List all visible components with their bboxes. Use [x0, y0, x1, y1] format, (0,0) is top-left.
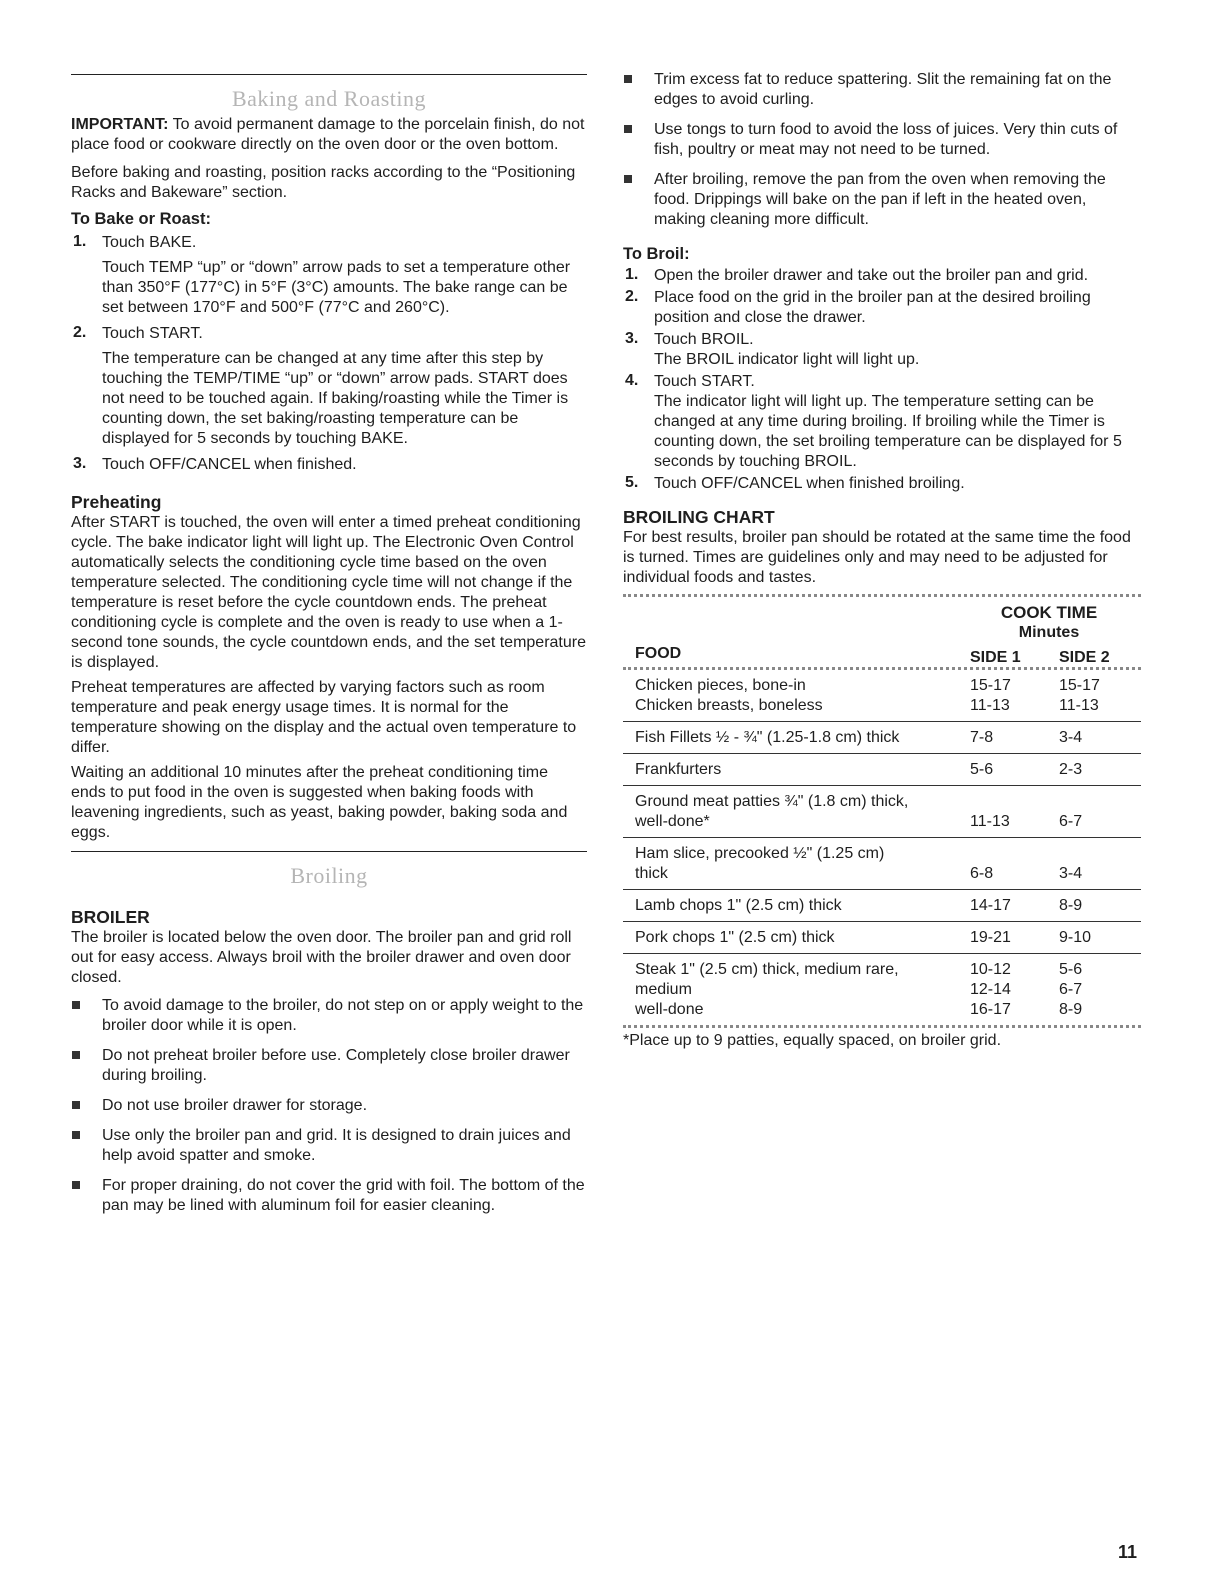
important-label: IMPORTANT: [71, 116, 169, 133]
row-line [623, 960, 1141, 980]
row-line [623, 896, 1141, 916]
broil-step [623, 266, 1141, 286]
row-line [623, 980, 1141, 1000]
broiler-heading: BROILER [71, 907, 150, 927]
bake-step [71, 324, 587, 449]
row-line [623, 844, 1141, 864]
bullet-square-icon [624, 75, 632, 83]
bullet-item [71, 1176, 587, 1216]
side1-cell: 15-17 [970, 677, 1011, 694]
table-row [623, 786, 1141, 837]
side2-cell: 6-7 [1059, 813, 1083, 830]
preheat-paragraph: Waiting an additional 10 minutes after the preheat conditioning time ends to put food in the oven is suggested when baking foods with leavening ingredients, such as yeast, baking powder, baking soda and eggs. [71, 764, 568, 841]
table-row [623, 890, 1141, 921]
row-line [623, 696, 1141, 716]
bullet-square-icon [624, 175, 632, 183]
side2-header: SIDE 2 [1059, 649, 1110, 666]
row-line [623, 864, 1141, 884]
side2-cell: 15-17 [1059, 677, 1100, 694]
bake-step [71, 233, 587, 318]
step-text: Touch OFF/CANCEL when finished broiling. [654, 475, 965, 492]
step-text: Touch TEMP “up” or “down” arrow pads to set a temperature other than 350°F (177°C) in 5°F (3°C) amounts. The bake range can be set between 170°F and 500°F (77°C and 260°C). [102, 259, 571, 316]
bullet-text: For proper draining, do not cover the grid with foil. The bottom of the pan may be lined with aluminum foil for easier cleaning. [102, 1177, 585, 1214]
bullet-square-icon [72, 1131, 80, 1139]
bullet-square-icon [624, 125, 632, 133]
row-line [623, 728, 1141, 748]
bullet-text: To avoid damage to the broiler, do not step on or apply weight to the broiler door while it is open. [102, 997, 584, 1034]
food-cell: Steak 1" (2.5 cm) thick, medium rare, [635, 961, 899, 978]
row-line [623, 928, 1141, 948]
broil-step [623, 330, 1141, 370]
step-number: 1. [73, 233, 87, 250]
step-text: Touch BROIL. The BROIL indicator light will light up. [654, 331, 920, 368]
bullet-item [71, 1046, 587, 1086]
broiler-intro: The broiler is located below the oven door. The broiler pan and grid roll out for easy access. Always broil with the broiler drawer and oven door closed. [71, 929, 572, 986]
broil-step [623, 474, 1141, 494]
food-cell: thick [635, 865, 668, 882]
side1-cell: 5-6 [970, 761, 994, 778]
chart-bottom-border [623, 1025, 1141, 1028]
side2-cell: 5-6 [1059, 961, 1083, 978]
row-line [623, 760, 1141, 780]
bullet-square-icon [72, 1051, 80, 1059]
side1-cell: 16-17 [970, 1001, 1011, 1018]
bullet-text: Do not preheat broiler before use. Completely close broiler drawer during broiling. [102, 1047, 570, 1084]
chart-heading: BROILING CHART [623, 507, 775, 527]
side2-cell: 6-7 [1059, 981, 1083, 998]
left-column [71, 0, 587, 1216]
step-number: 2. [73, 324, 87, 341]
step-text: Touch BAKE. [102, 234, 197, 251]
chart-header [623, 597, 1141, 667]
food-cell: medium [635, 981, 692, 998]
broil-tips-bullets [623, 70, 1141, 230]
chart-intro: For best results, broiler pan should be rotated at the same time the food is turned. Times are guidelines only and may need to be adjusted for individual foods and tastes. [623, 529, 1131, 586]
section-title-baking: Baking and Roasting [231, 86, 427, 111]
side1-cell: 10-12 [970, 961, 1011, 978]
broil-heading: To Broil: [623, 245, 690, 263]
food-cell: Lamb chops 1" (2.5 cm) thick [635, 897, 842, 914]
side2-cell: 9-10 [1059, 929, 1092, 946]
bullet-item [623, 120, 1141, 160]
bullet-text: Use only the broiler pan and grid. It is designed to drain juices and help avoid spatter and smoke. [102, 1127, 571, 1164]
preheat-paragraph: Preheat temperatures are affected by varying factors such as room temperature and peak energy usage times. It is normal for the temperature showing on the display and the actual oven temperature to differ. [71, 679, 577, 756]
chart-footnote: *Place up to 9 patties, equally spaced, on broiler grid. [623, 1032, 1002, 1049]
bullet-item [71, 996, 587, 1036]
side1-cell: 11-13 [970, 697, 1010, 714]
important-text: To avoid permanent damage to the porcelain finish, do not place food or cookware directly on the oven door or the oven bottom. [71, 116, 585, 153]
side1-cell: 14-17 [970, 897, 1011, 914]
bullet-item [71, 1096, 587, 1116]
section-title-broiling: Broiling [290, 863, 368, 888]
food-cell: Frankfurters [635, 761, 722, 778]
food-cell: Ground meat patties ¾" (1.8 cm) thick, [635, 793, 909, 810]
broiler-bullets [71, 996, 587, 1216]
food-header: FOOD [635, 645, 682, 662]
bullet-text: Trim excess fat to reduce spattering. Slit the remaining fat on the edges to avoid curling. [654, 71, 1112, 108]
food-cell: well-done [635, 1001, 704, 1018]
step-text: The temperature can be changed at any time after this step by touching the TEMP/TIME “up” or “down” arrow pads. START does not need to be touched again. If baking/roasting while the Timer is counting down, the set baking/roasting temperature can be displayed for 5 seconds by touching BAKE. [102, 350, 569, 447]
side1-cell: 19-21 [970, 929, 1011, 946]
bullet-item [623, 70, 1141, 110]
step-text: Touch OFF/CANCEL when finished. [102, 456, 357, 473]
right-column [623, 0, 1141, 1051]
side2-cell: 11-13 [1059, 697, 1099, 714]
side1-cell: 12-14 [970, 981, 1011, 998]
side2-cell: 3-4 [1059, 865, 1083, 882]
bullet-square-icon [72, 1101, 80, 1109]
baking-intro: Before baking and roasting, position racks according to the “Positioning Racks and Bakeware” section. [71, 164, 576, 201]
broiling-chart [623, 594, 1141, 1051]
page-number: 11 [1118, 1542, 1138, 1562]
step-text: Touch START. [102, 325, 203, 342]
step-number: 3. [73, 455, 87, 472]
step-number: 1. [625, 266, 639, 283]
step-number: 4. [625, 372, 639, 389]
bullet-item [71, 1126, 587, 1166]
bake-steps [71, 233, 587, 475]
table-row [623, 722, 1141, 753]
preheat-paragraph: After START is touched, the oven will enter a timed preheat conditioning cycle. The bake indicator light will light up. The Electronic Oven Control automatically selects the conditioning cycle time based on the oven temperature selected. The conditioning cycle time will not change if the temperature is reset before the cycle countdown ends. The preheat conditioning cycle is complete and the oven is ready to use when a 1-second tone sounds, the cycle countdown ends, and the set temperature is displayed. [71, 514, 586, 671]
bullet-item [623, 170, 1141, 230]
side2-cell: 8-9 [1059, 897, 1083, 914]
table-row [623, 838, 1141, 889]
cook-time-header: COOK TIME [1000, 603, 1098, 622]
food-cell: Chicken breasts, boneless [635, 697, 823, 714]
step-text: Open the broiler drawer and take out the broiler pan and grid. [654, 267, 1089, 284]
preheat-paragraphs [71, 513, 587, 843]
broil-step [623, 372, 1141, 472]
food-cell: Ham slice, precooked ½" (1.25 cm) [635, 845, 885, 862]
preheat-heading: Preheating [71, 492, 162, 512]
side1-cell: 6-8 [970, 865, 994, 882]
table-row [623, 754, 1141, 785]
side2-cell: 3-4 [1059, 729, 1083, 746]
side1-cell: 11-13 [970, 813, 1010, 830]
table-row [623, 922, 1141, 953]
food-cell: Fish Fillets ½ - ¾" (1.25-1.8 cm) thick [635, 729, 900, 746]
food-cell: well-done* [635, 813, 710, 830]
step-text: Place food on the grid in the broiler pan at the desired broiling position and close the drawer. [654, 289, 1091, 326]
bullet-square-icon [72, 1001, 80, 1009]
bake-step [71, 455, 587, 475]
bake-heading: To Bake or Roast: [71, 210, 211, 228]
step-text: Touch START. The indicator light will light up. The temperature setting can be changed at any time during broiling. If broiling while the Timer is counting down, the set broiling temperature can be displayed for 5 seconds by touching BROIL. [654, 373, 1122, 470]
chart-body [623, 670, 1141, 1025]
important-note [71, 115, 587, 155]
side1-header: SIDE 1 [970, 649, 1021, 666]
food-cell: Chicken pieces, bone-in [635, 677, 806, 694]
broil-steps [623, 266, 1141, 494]
step-number: 5. [625, 474, 639, 491]
table-row [623, 670, 1141, 721]
bullet-text: Use tongs to turn food to avoid the loss of juices. Very thin cuts of fish, poultry or meat may not need to be turned. [654, 121, 1118, 158]
row-line [623, 812, 1141, 832]
food-cell: Pork chops 1" (2.5 cm) thick [635, 929, 835, 946]
broil-step [623, 288, 1141, 328]
minutes-header: Minutes [1018, 624, 1080, 641]
bullet-text: After broiling, remove the pan from the oven when removing the food. Drippings will bake on the pan if left in the heated oven, making cleaning more difficult. [654, 171, 1106, 228]
bullet-square-icon [72, 1181, 80, 1189]
side2-cell: 8-9 [1059, 1001, 1083, 1018]
row-line [623, 676, 1141, 696]
row-line [623, 1000, 1141, 1020]
row-line [623, 792, 1141, 812]
step-number: 2. [625, 288, 639, 305]
table-row [623, 954, 1141, 1025]
bullet-text: Do not use broiler drawer for storage. [102, 1097, 368, 1114]
side1-cell: 7-8 [970, 729, 994, 746]
side2-cell: 2-3 [1059, 761, 1083, 778]
step-number: 3. [625, 330, 639, 347]
